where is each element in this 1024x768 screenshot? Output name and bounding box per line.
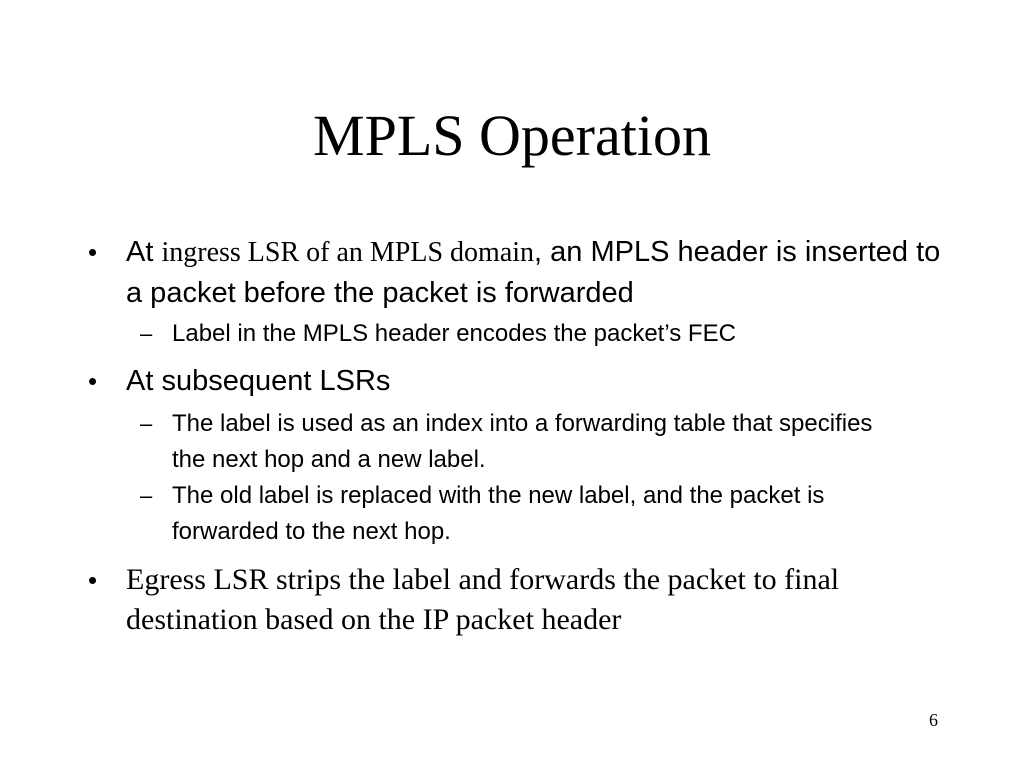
sub-bullet-index: [140, 406, 892, 478]
slide-title: MPLS Operation: [313, 103, 711, 168]
bullet-marker: •: [88, 237, 98, 267]
sub-bullet-replace-text: The old label is replaced with the new label, and the packet is forwarded to the next hop.: [172, 482, 825, 545]
page-number: 6: [929, 710, 938, 730]
bullet-subsequent-lsrs-text: At subsequent LSRs: [126, 365, 391, 397]
bullet-ingress-rest: , an MPLS header is inserted to a packet before the packet is forwarded: [126, 236, 941, 309]
sub-bullet-index-text: The label is used as an index into a forwarding table that specifies the next hop and a new label.: [172, 410, 873, 473]
sub-bullet-replace: [140, 478, 922, 550]
bullet-subsequent-lsrs: [88, 361, 956, 401]
bullet-marker: •: [88, 565, 98, 595]
bullet-ingress-serif-text: ingress LSR of an MPLS domain: [161, 237, 535, 268]
sub-bullet-fec-text: Label in the MPLS header encodes the packet’s FEC: [172, 320, 736, 347]
bullet-egress: [88, 560, 946, 640]
dash-marker: –: [140, 321, 153, 346]
bullet-ingress-lead: At: [126, 236, 162, 268]
bullet-egress-text: Egress LSR strips the label and forwards the packet to final destination based on the IP packet header: [126, 563, 840, 636]
dash-marker: –: [140, 483, 153, 508]
bullet-marker: •: [88, 366, 98, 396]
bullet-ingress: [88, 232, 956, 313]
dash-marker: –: [140, 411, 153, 436]
sub-bullet-fec: [140, 316, 932, 352]
